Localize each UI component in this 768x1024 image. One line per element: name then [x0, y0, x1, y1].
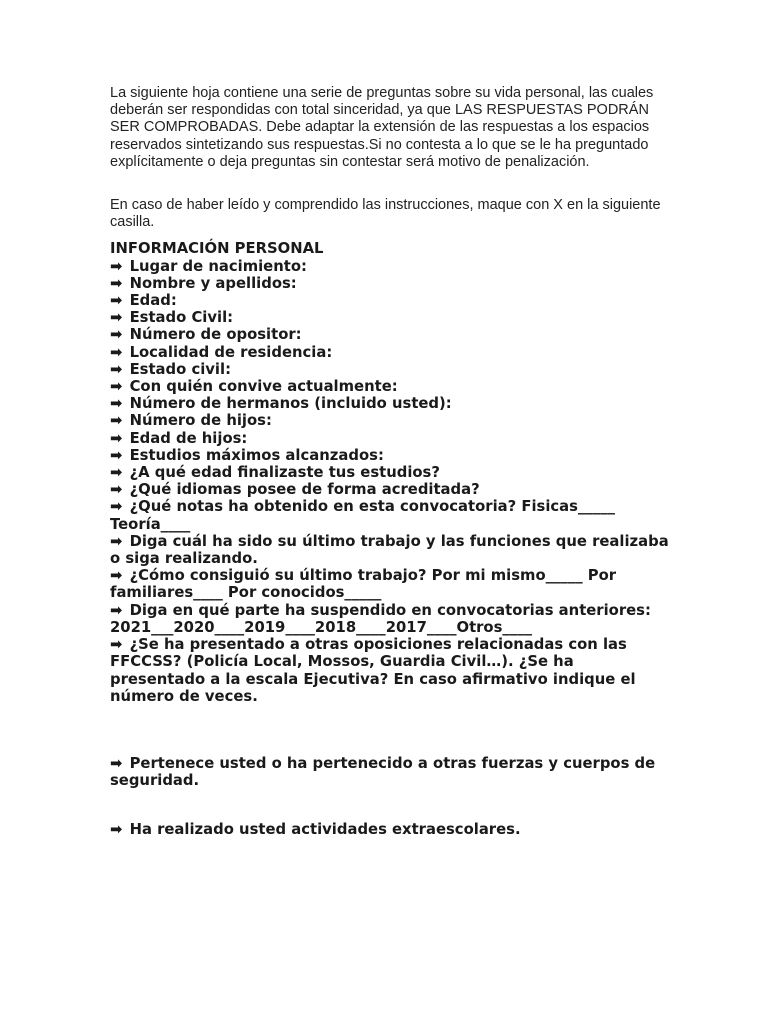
instructions-paragraph: La siguiente hoja contiene una serie de preguntas sobre su vida personal, las cuales deberán ser respondidas con total sinceridad, ya que LAS RESPUESTAS PODRÁN SER COMPROBADAS. Debe adaptar la extensión de las respuestas a los espacios reservados sintetizando sus respuestas.Si no contesta a lo que se le ha preguntado explícitamente o deja preguntas sin contestar será motivo de penalización.: [110, 85, 654, 170]
question-list: [110, 258, 670, 839]
arrow-icon: ➡: [110, 636, 123, 654]
arrow-icon: ➡: [110, 429, 123, 447]
question-text: Número de hijos:: [129, 412, 272, 430]
question-item: [110, 636, 670, 705]
arrow-icon: ➡: [110, 754, 123, 772]
arrow-icon: ➡: [110, 481, 123, 499]
question-text: Lugar de nacimiento:: [129, 257, 307, 275]
question-text: Pertenece usted o ha pertenecido a otras fuerzas y cuerpos de seguridad.: [110, 754, 656, 790]
question-item: [110, 309, 670, 326]
arrow-icon: ➡: [110, 257, 123, 275]
section-title: INFORMACIÓN PERSONAL: [110, 240, 324, 258]
question-text: Con quién convive actualmente:: [129, 378, 398, 396]
arrow-icon: ➡: [110, 292, 123, 310]
question-item: [110, 481, 670, 498]
question-item: [110, 292, 670, 309]
arrow-icon: ➡: [110, 309, 123, 327]
question-item: [110, 567, 670, 601]
arrow-icon: ➡: [110, 821, 123, 839]
question-text: Estado civil:: [129, 360, 231, 378]
question-item: [110, 602, 670, 636]
confirmation-paragraph: En caso de haber leído y comprendido las instrucciones, maque con X en la siguiente casilla.: [110, 197, 661, 231]
question-text: Nombre y apellidos:: [129, 274, 297, 292]
arrow-icon: ➡: [110, 378, 123, 396]
question-item: [110, 755, 670, 789]
arrow-icon: ➡: [110, 498, 123, 516]
question-text: ¿A qué edad finalizaste tus estudios?: [129, 464, 440, 482]
question-item: [110, 395, 670, 412]
question-item: [110, 464, 670, 481]
question-text: Edad de hijos:: [129, 429, 248, 447]
question-item: [110, 258, 670, 275]
question-item: [110, 378, 670, 395]
arrow-icon: ➡: [110, 532, 123, 550]
arrow-icon: ➡: [110, 395, 123, 413]
question-item: [110, 326, 670, 343]
question-text: Ha realizado usted actividades extraescolares.: [129, 821, 521, 839]
arrow-icon: ➡: [110, 343, 123, 361]
arrow-icon: ➡: [110, 274, 123, 292]
question-item: [110, 533, 670, 567]
question-item: [110, 361, 670, 378]
question-item: [110, 412, 670, 429]
question-text: Diga en qué parte ha suspendido en convocatorias anteriores: 2021___2020____2019____2018____2017____Otros____: [110, 601, 651, 636]
question-text: Diga cuál ha sido su último trabajo y las funciones que realizaba o siga realizando.: [110, 532, 669, 568]
arrow-icon: ➡: [110, 446, 123, 464]
question-text: ¿Se ha presentado a otras oposiciones relacionadas con las FFCCSS? (Policía Local, Mossos, Guardia Civil…). ¿Se ha presentado a la escala Ejecutiva? En caso afirmativo indique el número de veces.: [110, 636, 636, 705]
arrow-icon: ➡: [110, 464, 123, 482]
arrow-icon: ➡: [110, 326, 123, 344]
question-text: Edad:: [129, 292, 177, 310]
document-page: [110, 85, 670, 839]
question-item: [110, 430, 670, 447]
question-text: Estudios máximos alcanzados:: [129, 446, 384, 464]
question-item: [110, 498, 670, 532]
question-item: [110, 275, 670, 292]
question-item: [110, 821, 670, 838]
question-text: ¿Cómo consiguió su último trabajo? Por mi mismo_____ Por familiares____ Por conocidos_____: [110, 567, 617, 602]
arrow-icon: ➡: [110, 360, 123, 378]
arrow-icon: ➡: [110, 412, 123, 430]
question-item: [110, 447, 670, 464]
question-text: Número de opositor:: [129, 326, 302, 344]
question-text: Número de hermanos (incluido usted):: [129, 395, 452, 413]
question-text: Localidad de residencia:: [129, 343, 333, 361]
question-text: Estado Civil:: [129, 309, 234, 327]
question-text: ¿Qué idiomas posee de forma acreditada?: [129, 481, 480, 499]
arrow-icon: ➡: [110, 567, 123, 585]
question-item: [110, 344, 670, 361]
arrow-icon: ➡: [110, 601, 123, 619]
question-text: ¿Qué notas ha obtenido en esta convocatoria? Fisicas_____ Teoría____: [110, 498, 615, 533]
